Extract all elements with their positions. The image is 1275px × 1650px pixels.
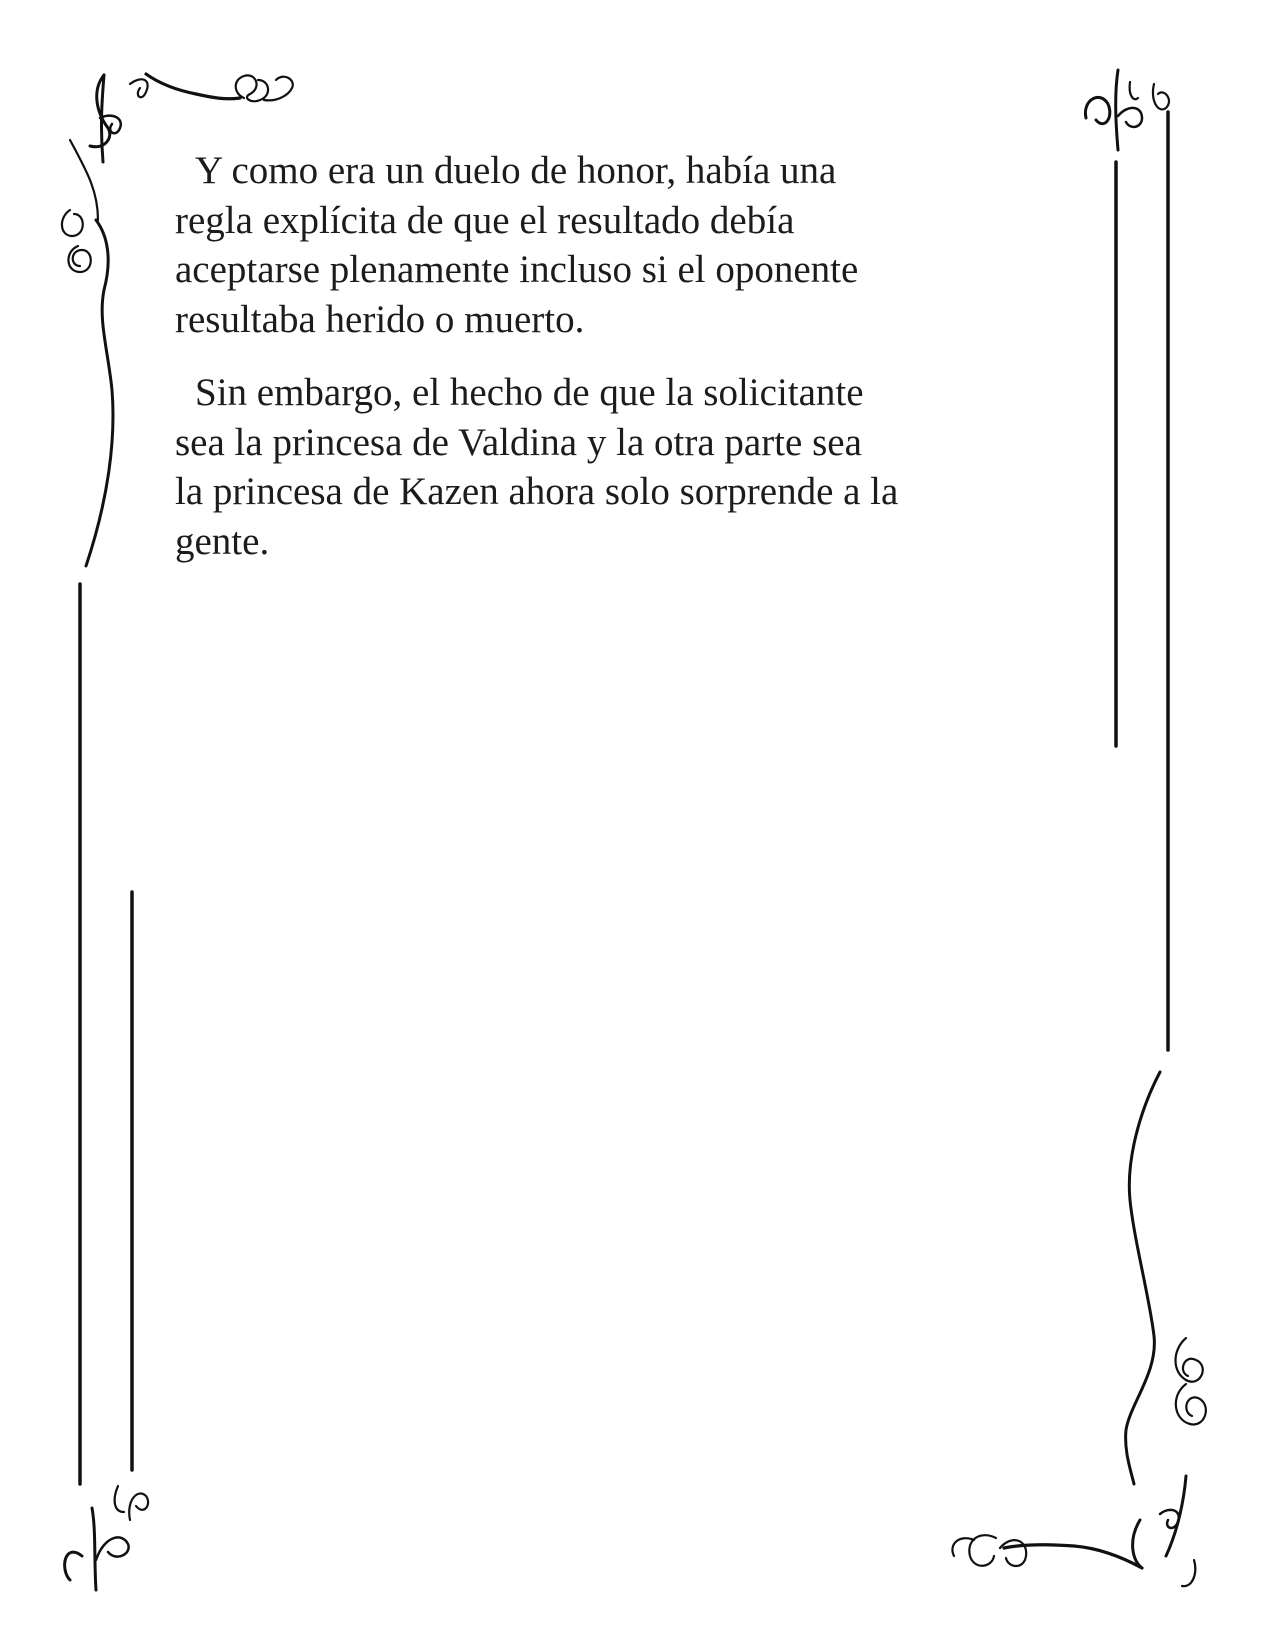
text-line: Y como era un duelo de honor, había una	[195, 149, 837, 192]
text-line: regla explícita de que el resultado debía	[175, 198, 795, 242]
text-line: la princesa de Kazen ahora solo sorprende a la	[175, 470, 899, 513]
text-line: gente.	[175, 519, 270, 563]
body-text	[175, 146, 1075, 590]
text-line: Sin embargo, el hecho de que la solicitante	[195, 371, 864, 414]
text-line: resultaba herido o muerto.	[175, 297, 585, 341]
text-line: sea la princesa de Valdina y la otra parte sea	[175, 420, 862, 464]
paragraph-2	[175, 368, 1075, 566]
paragraph-1	[175, 146, 1075, 344]
top-right-flourish	[1085, 70, 1169, 150]
bottom-right-flourish	[952, 1072, 1205, 1586]
text-line: aceptarse plenamente incluso si el oponente	[175, 248, 859, 291]
bottom-left-flourish	[65, 1486, 148, 1590]
